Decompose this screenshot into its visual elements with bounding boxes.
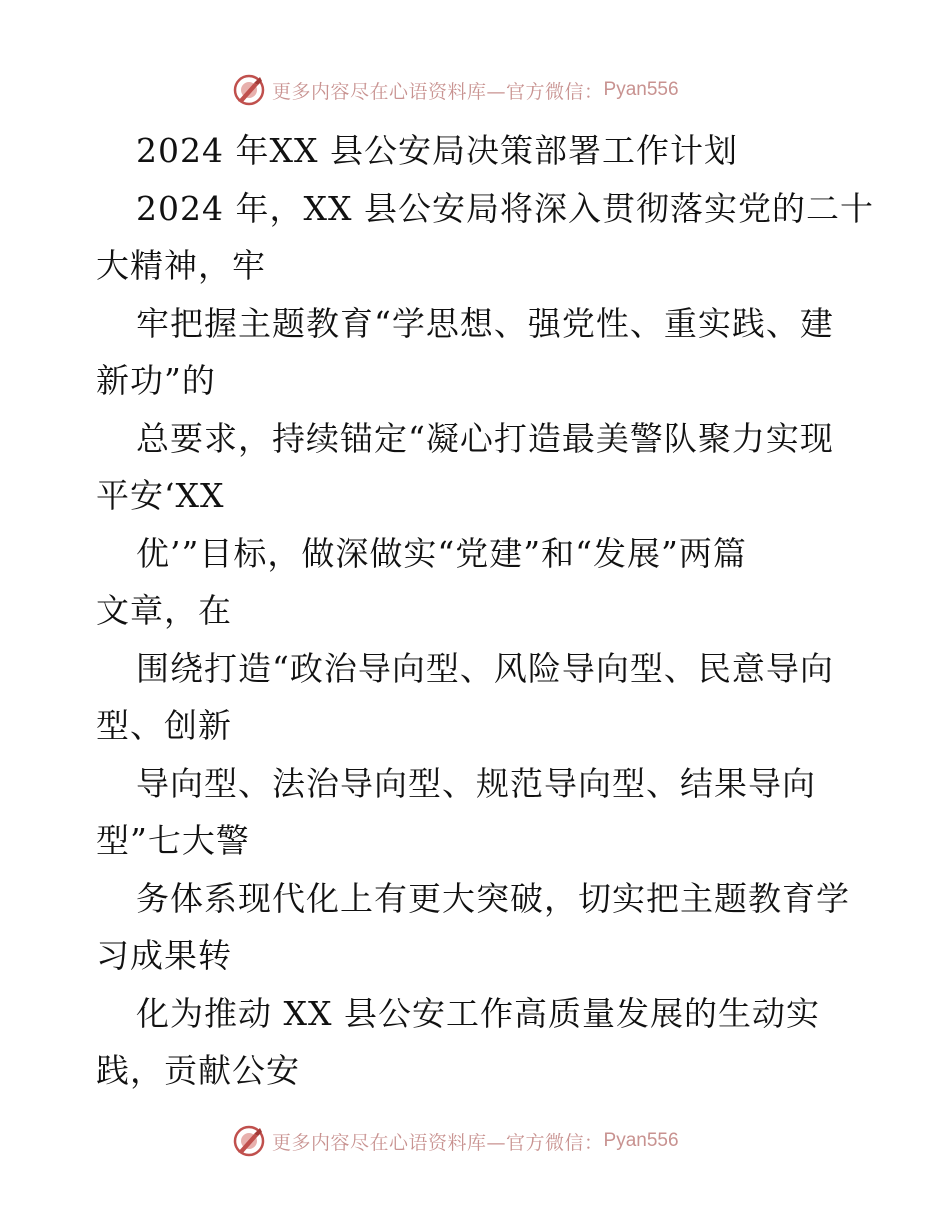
paragraph-line: 优’”目标，做深做实“党建”和“发展”两篇: [136, 533, 747, 573]
paragraph-line: 型”七大警: [96, 821, 250, 860]
document-body: [96, 122, 874, 1100]
footer-watermark: [232, 1123, 679, 1159]
paragraph-line: 平安‘XX: [96, 476, 225, 515]
document-title: 2024 年XX 县公安局决策部署工作计划: [136, 131, 738, 170]
watermark-brand: Pyan556: [603, 79, 679, 100]
paragraph-line: 型、创新: [96, 706, 232, 745]
header-watermark: [232, 72, 679, 108]
paragraph-line: 务体系现代化上有更大突破，切实把主题教育学: [136, 878, 850, 918]
watermark-text: 更多内容尽在心语资料库—官方微信：: [272, 80, 604, 103]
watermark-text: 更多内容尽在心语资料库—官方微信：: [272, 1131, 604, 1154]
paragraph-line: 总要求，持续锚定“凝心打造最美警队聚力实现: [136, 418, 834, 458]
watermark-brand: Pyan556: [603, 1130, 679, 1151]
paragraph-line: 新功”的: [96, 361, 216, 400]
pen-logo-icon: [232, 73, 266, 107]
paragraph-line: 导向型、法治导向型、规范导向型、结果导向: [136, 763, 816, 803]
paragraph-line: 化为推动 XX 县公安工作高质量发展的生动实: [136, 993, 820, 1033]
paragraph-line: 2024 年，XX 县公安局将深入贯彻落实党的二十: [136, 188, 874, 228]
paragraph-line: 大精神，牢: [96, 246, 266, 285]
paragraph-line: 文章，在: [96, 591, 232, 630]
paragraph-line: 践，贡献公安: [96, 1051, 300, 1090]
paragraph-line: 习成果转: [96, 936, 232, 975]
paragraph-line: 围绕打造“政治导向型、风险导向型、民意导向: [136, 648, 834, 688]
pen-logo-icon: [232, 1124, 266, 1158]
paragraph-line: 牢把握主题教育“学思想、强党性、重实践、建: [136, 303, 834, 343]
